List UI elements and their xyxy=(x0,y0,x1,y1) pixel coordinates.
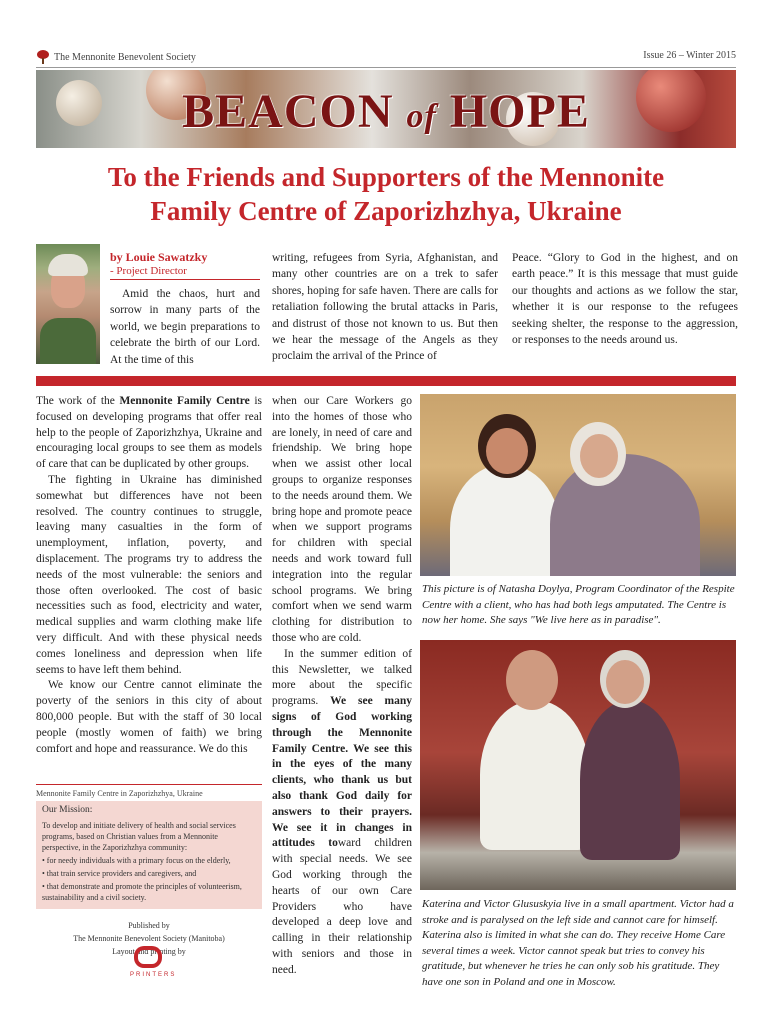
photo1-caption: This picture is of Natasha Doylya, Program Coordinator of the Respite Centre with a client, who has had both legs amputated. The Centre is now her home. She says "We live here as in paradise". xyxy=(422,583,735,626)
printer-name: PRINTERS xyxy=(130,972,177,978)
byline: by Louie Sawatzky xyxy=(110,250,208,264)
photo-katerina-and-victor xyxy=(420,640,736,890)
org-name-block xyxy=(36,50,196,64)
mission-box xyxy=(36,784,262,958)
mission-item: • that train service providers and caregivers, and xyxy=(42,869,197,878)
photo2-caption: Katerina and Victor Glususkyia live in a small apartment. Victor had a stroke and is paralysed on the left side and cannot care for himself. Katerina also is limited in what she can do. They receive Home Care several times a week. Victor cannot speak but tries to convey his gratitude, but whenever he tries he can only sob his gratitude. They have one son in Poland and one in Moscow. xyxy=(422,898,734,988)
paragraph: when our Care Workers go into the homes of those who are lonely, in need of care and friendship. We bring hope when we assist other local groups to organize responses to the needs around them. We bring hope and promote peace when we support programs for children with special needs and work toward full integration into the regular school programs. We bring comfort when we send warm clothing for distribution to those who are cold. xyxy=(272,395,412,644)
photo-natasha-and-client xyxy=(420,394,736,576)
mission-text: To develop and initiate delivery of health and social services programs, based on Christian values from a Mennonite perspective, in the Zaporizhzhya community: xyxy=(42,821,236,852)
paragraph: We know our Centre cannot eliminate the poverty of the seniors in this city of about 800,000 people. But with the staff of 30 local people (mostly women of faith) we bring comfort and hope and reassurance. We do this xyxy=(36,679,262,755)
newsletter-title: BEACON of HOPE xyxy=(182,85,590,138)
body-column-2 xyxy=(272,394,412,978)
paragraph: The fighting in Ukraine has diminished somewhat but differences have not been resolved. The country continues to struggle, leaving many casualties in the form of unemployment, inflation, poverty, and displacement. The programs try to address the needs of the most vulnerable: the seniors and those often overlooked. The cost of basic necessities such as food, electricity and water, medical supplies and warm clothing make life very difficult. And with these physical needs comes loneliness and depression when life seems to have left them behind. xyxy=(36,473,262,676)
mission-heading: Mennonite Family Centre in Zaporizhzhya, Ukraine xyxy=(36,789,203,798)
section-divider xyxy=(36,376,736,386)
author-role: - Project Director xyxy=(110,265,260,280)
intro-column-1: Amid the chaos, hurt and sorrow in many parts of the world, we begin preparations to celebrate the birth of our Lord. At the time of this xyxy=(110,288,260,366)
org-name: The Mennonite Benevolent Society xyxy=(54,51,196,63)
mission-item: • that demonstrate and promote the principles of volunteerism, sustainability and a civil society. xyxy=(42,882,242,902)
article-headline: To the Friends and Supporters of the Mennonite Family Centre of Zaporizhzhya, Ukraine xyxy=(107,162,665,226)
publisher-info: Published by The Mennonite Benevolent Society (Manitoba) Layout and printing by xyxy=(73,921,225,956)
intro-column-3: Peace. “Glory to God in the highest, and on earth peace.” It is this message that must guide our thoughts and actions as we follow the star, whether it is our response to the refugees seeking shelter, the response to the aggression, or responses to the needs around us. xyxy=(512,252,738,347)
tree-logo-icon xyxy=(36,50,50,64)
mission-item: • for needy individuals with a primary focus on the elderly, xyxy=(42,856,231,865)
masthead-banner xyxy=(36,70,736,148)
paragraph: In the summer edition of this Newsletter, we talked more about the specific programs. We see many signs of God working through the Mennonite Family Centre. We see this in the eyes of the many clients, who thank us but also thank God daily for answers to their prayers. We see it in changes in attitudes toward children with special needs. We see God working through the hearts of our own Care Providers who have developed a deep love and calling in their relationship with seniors and those in need. xyxy=(272,647,412,976)
paragraph: The work of the Mennonite Family Centre is focused on developing programs that offer real help to the people of Zaporizhzhya, Ukraine and encouraging local groups to see them as models of care that can be duplicated by other groups. xyxy=(36,395,262,471)
printer-logo xyxy=(130,944,177,984)
masthead-bar xyxy=(36,48,736,68)
body-column-1 xyxy=(36,394,262,757)
intro-column-2: writing, refugees from Syria, Afghanistan, and many other countries are on a trek to safer shores, hoping for safe haven. There are calls for retaliation following the brutal attacks in Paris, and distrust of those not known to us. But then we hear the message of the Angels as they proclaim the arrival of the Prince of xyxy=(272,252,498,363)
mission-title: Our Mission: xyxy=(42,805,93,815)
issue-label: Issue 26 – Winter 2015 xyxy=(643,50,736,61)
mission-content xyxy=(36,801,262,909)
author-portrait xyxy=(36,244,100,364)
